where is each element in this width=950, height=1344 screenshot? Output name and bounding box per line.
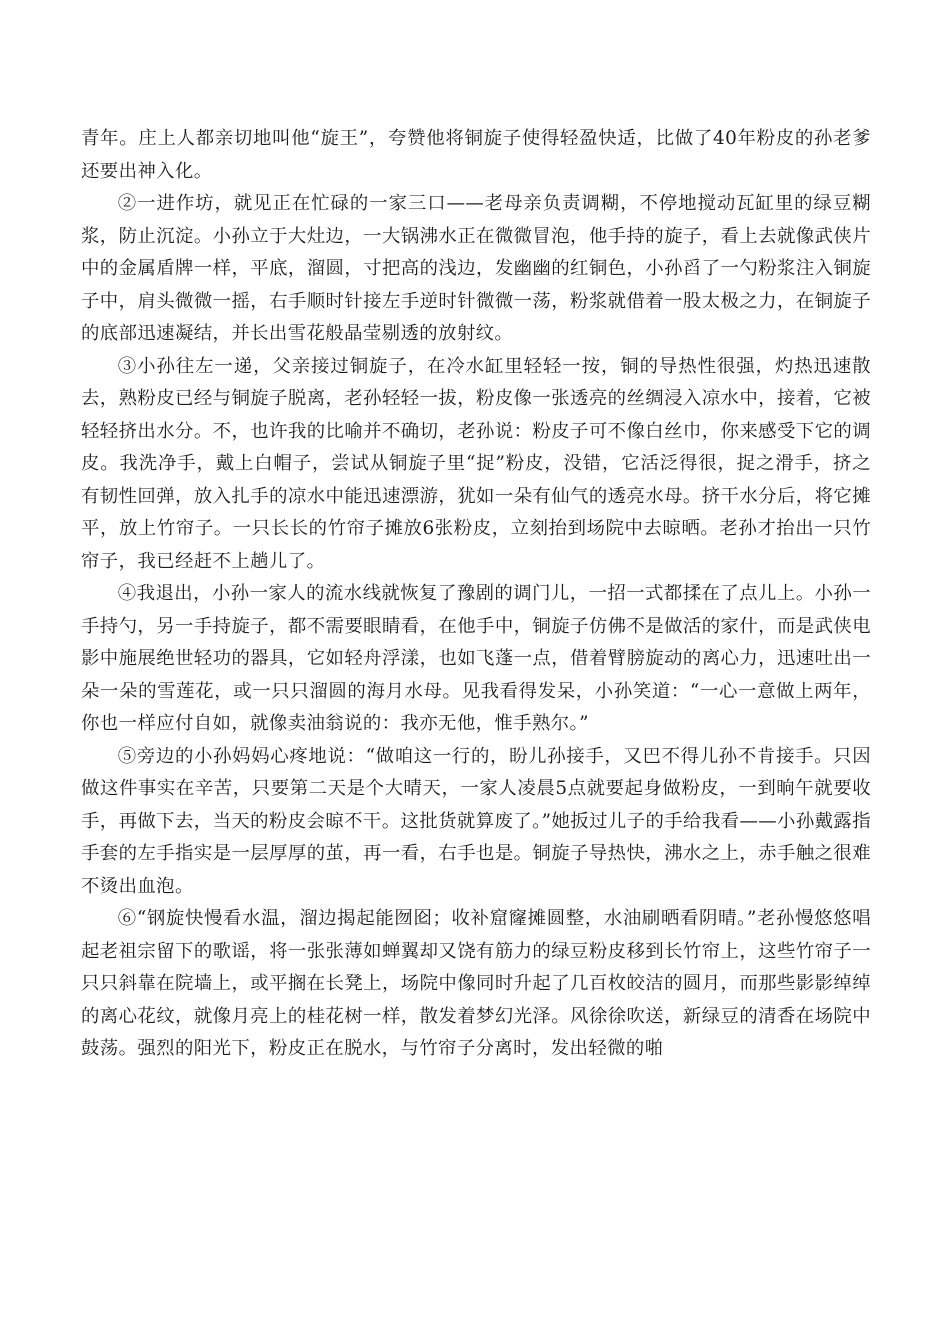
paragraph-6: ⑥“钢旋快慢看水温，溜边揭起能囫囵；收补窟窿摊圆整，水油刷晒看阴晴。”老孙慢悠悠唱起老祖宗留下的歌谣，将一张张薄如蝉翼却又饶有筋力的绿豆粉皮移到长竹帘上，这些竹帘子一只只斜靠在院墙上，或平搁在长凳上，场院中像同时升起了几百枚皎洁的圆月，而那些影影绰绰的离心花纹，就像月亮上的桂花树一样，散发着梦幻光泽。风徐徐吹送，新绿豆的清香在场院中鼓荡。强烈的阳光下，粉皮正在脱水，与竹帘子分离时，发出轻微的啪 (81, 908, 871, 1059)
article-body (81, 123, 871, 1066)
paragraph-5: ⑤旁边的小孙妈妈心疼地说：“做咱这一行的，盼儿孙接手，又巴不得儿孙不肯接手。只因做这件事实在辛苦，只要第二天是个大晴天，一家人凌晨5点就要起身做粉皮，一到晌午就要收手，再做下去，当天的粉皮会晾不干。这批货就算废了。”她扳过儿子的手给我看——小孙戴露指手套的左手指实是一层厚厚的茧，再一看，右手也是。铜旋子导热快，沸水之上，赤手触之很难不烫出血泡。 (81, 745, 871, 897)
paragraph-2: ②一进作坊，就见正在忙碌的一家三口——老母亲负责调糊，不停地搅动瓦缸里的绿豆糊浆，防止沉淀。小孙立于大灶边，一大锅沸水正在微微冒泡，他手持的旋子，看上去就像武侠片中的金属盾牌一样，平底，溜圆，寸把高的浅边，发幽幽的红铜色，小孙舀了一勺粉浆注入铜旋子中，肩头微微一摇，右手顺时针接左手逆时针微微一荡，粉浆就借着一股太极之力，在铜旋子的底部迅速凝结，并长出雪花般晶莹剔透的放射纹。 (81, 193, 871, 344)
paragraph-4: ④我退出，小孙一家人的流水线就恢复了豫剧的调门儿，一招一式都揉在了点儿上。小孙一手持勺，另一手持旋子，都不需要眼睛看，在他手中，铜旋子仿佛不是做活的家什，而是武侠电影中施展绝世轻功的器具，它如轻舟浮漾，也如飞蓬一点，借着臂膀旋动的离心力，迅速吐出一朵一朵的雪莲花，或一只只溜圆的海月水母。见我看得发呆，小孙笑道：“一心一意做上两年，你也一样应付自如，就像卖油翁说的：我亦无他，惟手熟尔。” (81, 583, 871, 734)
paragraph-continuation: 青年。庄上人都亲切地叫他“旋王”，夸赞他将铜旋子使得轻盈快适，比做了40年粉皮的孙老爹还要出神入化。 (81, 128, 871, 182)
paragraph-3: ③小孙往左一递，父亲接过铜旋子，在冷水缸里轻轻一按，铜的导热性很强，灼热迅速散去，熟粉皮已经与铜旋子脱离，老孙轻轻一拔，粉皮像一张透亮的丝绸浸入凉水中，接着，它被轻轻挤出水分。不，也许我的比喻并不确切，老孙说：粉皮子可不像白丝巾，你来感受下它的调皮。我洗净手，戴上白帽子，尝试从铜旋子里“捉”粉皮，没错，它活泛得很，捉之滑手，挤之有韧性回弹，放入扎手的凉水中能迅速漂游，犹如一朵有仙气的透亮水母。挤干水分后，将它摊平，放上竹帘子。一只长长的竹帘子摊放6张粉皮，立刻抬到场院中去晾晒。老孙才抬出一只竹帘子，我已经赶不上趟儿了。 (81, 355, 871, 572)
